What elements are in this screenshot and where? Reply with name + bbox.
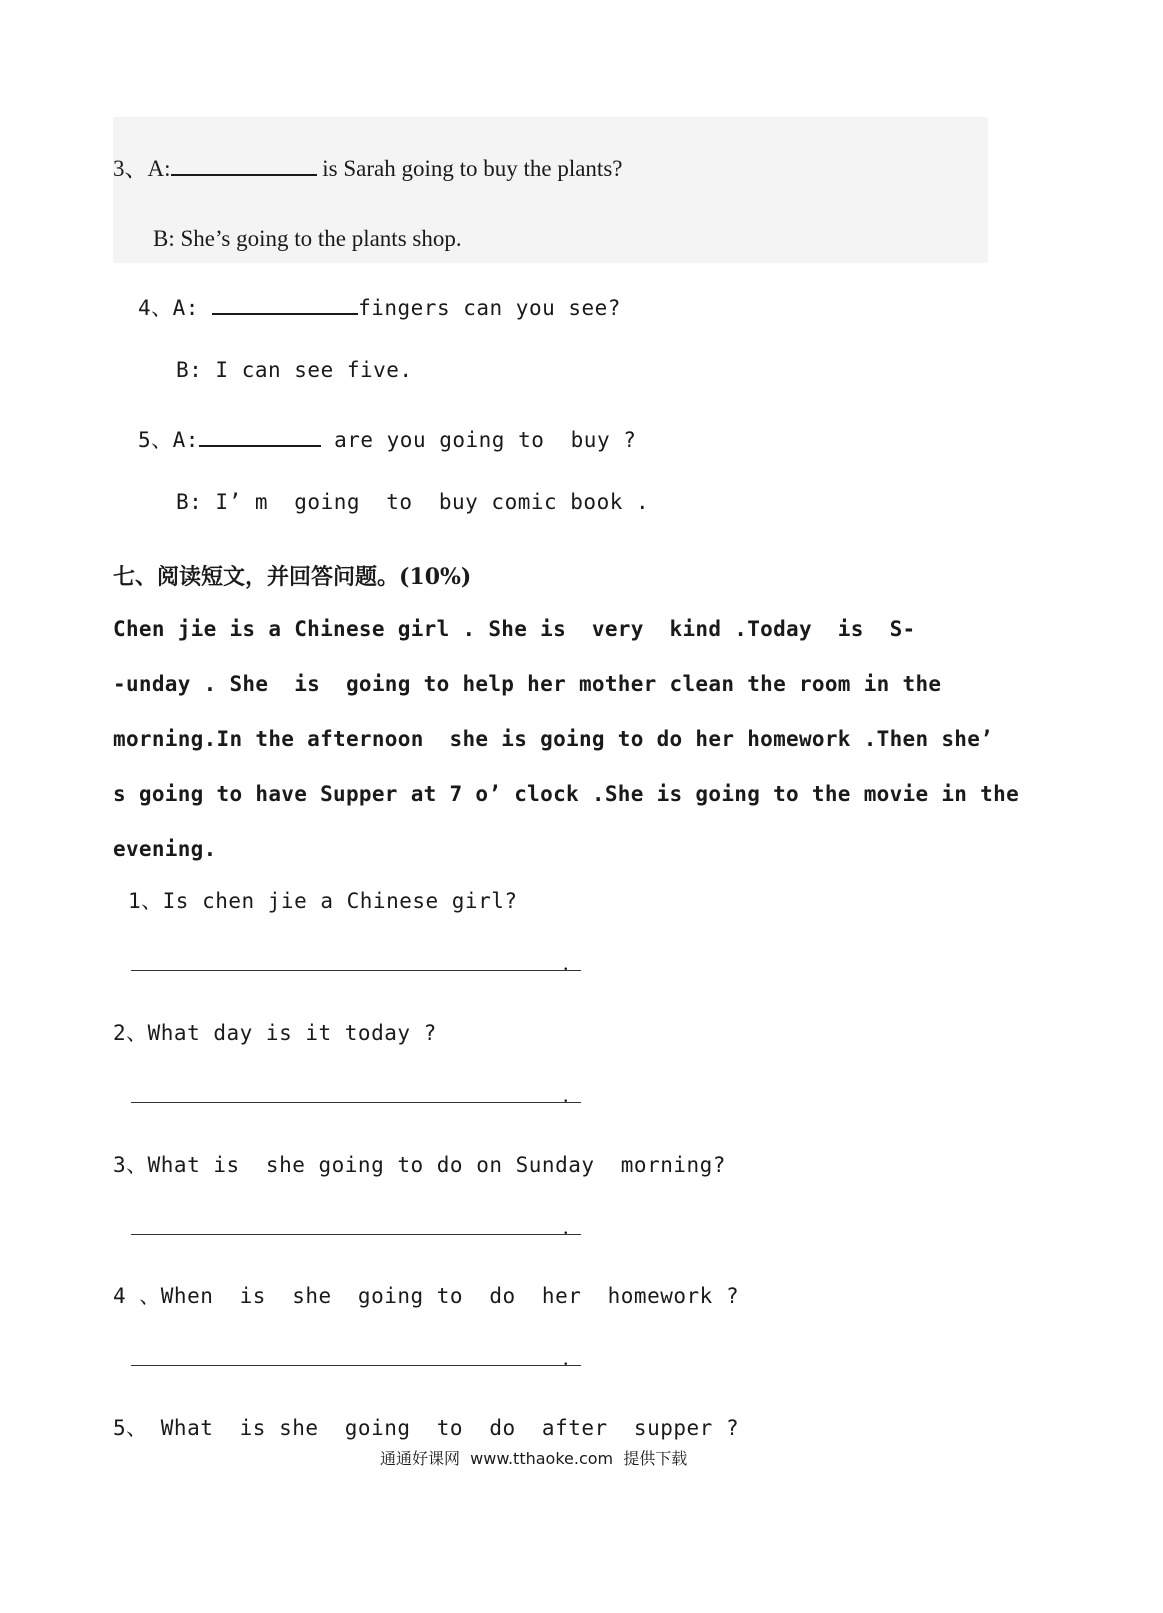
passage-line: evening. (113, 837, 217, 861)
answer-line-4[interactable] (131, 1365, 581, 1366)
question-5: 5、A: are you going to buy ? (138, 428, 637, 452)
answer-period: . (563, 1345, 569, 1370)
blank-3[interactable] (171, 156, 317, 176)
question-3: 3、A: is Sarah going to buy the plants? (113, 156, 623, 181)
reading-question-3: 3、What is she going to do on Sunday morning? (113, 1153, 726, 1177)
answer-line-2[interactable] (131, 1102, 581, 1103)
answer-3: B: She’s going to the plants shop. (153, 226, 462, 251)
answer-line-3[interactable] (131, 1234, 581, 1235)
page-footer: 通通好课网 www.tthaoke.com 提供下载 (380, 1449, 688, 1468)
passage-line: s going to have Supper at 7 o’ clock .She is going to the movie in the (113, 782, 1020, 806)
blank-4[interactable] (212, 295, 358, 315)
reading-question-4: 4 、When is she going to do her homework ? (113, 1284, 740, 1308)
answer-period: . (563, 1214, 569, 1239)
passage-line: -unday . She is going to help her mother clean the room in the (113, 672, 942, 696)
question-4: 4、A: fingers can you see? (138, 296, 621, 320)
reading-question-5: 5、 What is she going to do after supper ? (113, 1416, 740, 1440)
passage-line: morning.In the afternoon she is going to do her homework .Then she’ (113, 727, 994, 751)
reading-question-2: 2、What day is it today ? (113, 1021, 437, 1045)
section-heading: 七、阅读短文，并回答问题。(10%) (113, 564, 472, 590)
answer-period: . (563, 1082, 569, 1107)
blank-5[interactable] (199, 427, 321, 447)
passage-line: Chen jie is a Chinese girl . She is very kind .Today is S- (113, 617, 916, 641)
answer-period: . (563, 950, 569, 975)
reading-question-1: 1、Is chen jie a Chinese girl? (128, 889, 518, 913)
answer-line-1[interactable] (131, 970, 581, 971)
answer-4: B: I can see five. (176, 358, 413, 382)
answer-5: B: I’ m going to buy comic book . (176, 490, 650, 514)
